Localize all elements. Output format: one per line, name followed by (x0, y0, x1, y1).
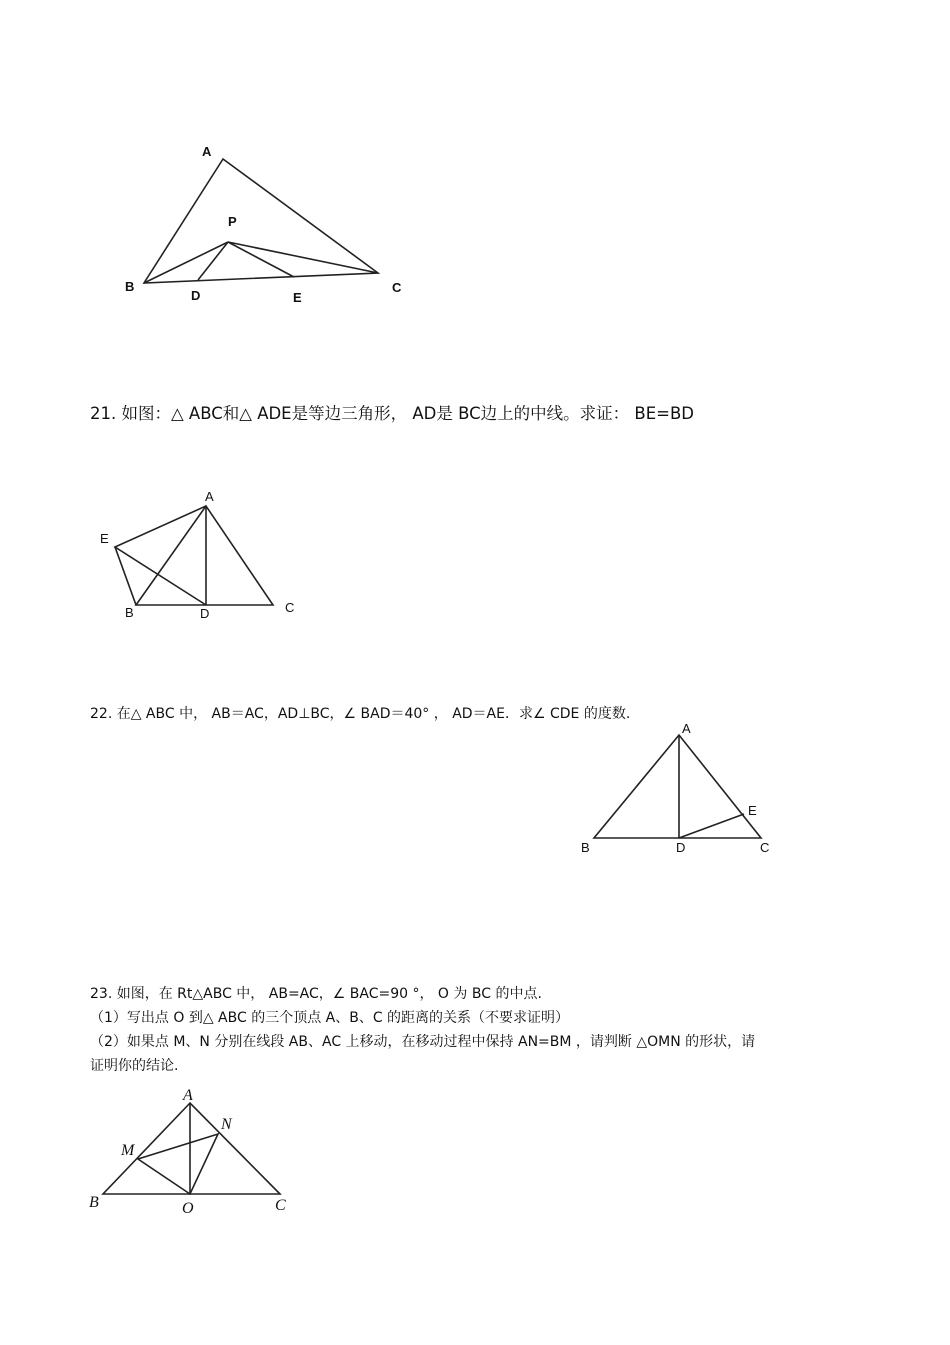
label-e: E (293, 290, 302, 305)
triangle-ade (115, 506, 206, 605)
label-b: B (125, 605, 134, 620)
label-a: A (183, 1087, 193, 1104)
label-b: B (581, 840, 590, 855)
question-22-text: 22. 在△ ABC 中， AB＝AC，AD⊥BC，∠ BAD＝40° ， AD＝AE．求∠ CDE 的度数. (90, 706, 631, 722)
label-d: D (676, 840, 686, 855)
figure-q22 (575, 718, 785, 863)
figure-q23 (85, 1085, 295, 1220)
label-b: B (89, 1194, 99, 1211)
triangle-abc (144, 159, 378, 283)
label-m: M (121, 1142, 135, 1159)
label-e: E (748, 803, 757, 818)
label-d: D (191, 288, 201, 303)
triangle-omn (138, 1134, 218, 1194)
label-c: C (392, 280, 402, 295)
triangle-abc (136, 506, 273, 605)
question-23-line-2: （1）写出点 O 到△ ABC 的三个顶点 A、B、C 的距离的关系（不要求证明） (90, 1010, 570, 1026)
question-21-text: 21. 如图：△ ABC和△ ADE是等边三角形， AD是 BC边上的中线。求证： BE=BD (90, 404, 694, 423)
label-c: C (760, 840, 770, 855)
label-o: O (182, 1200, 194, 1217)
segment-eb (115, 547, 136, 605)
label-c: C (275, 1197, 286, 1214)
figure-q21 (90, 485, 310, 630)
question-23-line-1: 23. 如图，在 Rt△ABC 中， AB=AC，∠ BAC=90 °， O 为 BC 的中点. (90, 986, 542, 1002)
triangle-abc (594, 735, 761, 838)
label-p: P (228, 214, 237, 229)
question-23-line-4: 证明你的结论. (90, 1058, 179, 1074)
question-23-line-3: （2）如果点 M、N 分别在线段 AB、AC 上移动，在移动过程中保持 AN=BM ，请判断 △OMN 的形状，请 (90, 1034, 756, 1050)
label-a: A (205, 489, 214, 504)
label-c: C (285, 600, 295, 615)
segment-pd (198, 242, 228, 280)
figure-triangle-apbc (120, 140, 420, 320)
segment-pe (228, 242, 294, 277)
segment-de (679, 814, 744, 838)
label-a: A (202, 144, 212, 159)
label-a: A (682, 721, 691, 736)
segment-pc (228, 242, 378, 273)
label-d: D (200, 606, 210, 621)
label-b: B (125, 279, 135, 294)
label-n: N (221, 1116, 232, 1133)
label-e: E (100, 531, 109, 546)
